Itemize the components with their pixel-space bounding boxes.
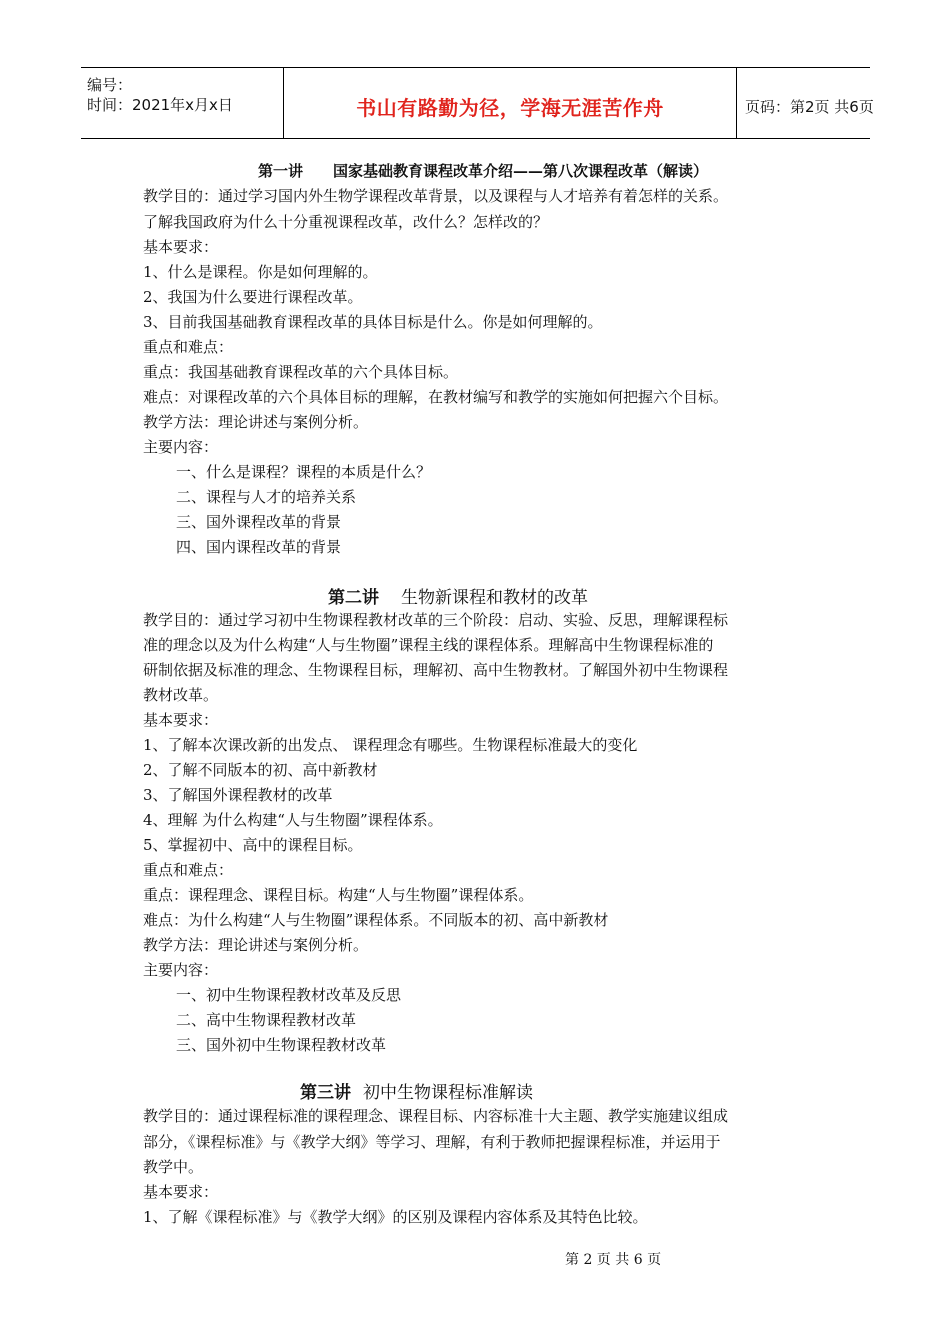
lecture3-line: 教学目的：通过课程标准的课程理念、课程目标、内容标准十大主题、教学实施建议组成 (143, 1107, 729, 1125)
lecture2-content-item: 一、初中生物课程教材改革及反思 (176, 986, 402, 1004)
lecture1-content-item: 三、国外课程改革的背景 (176, 513, 342, 531)
lecture2-line: 教学方法：理论讲述与案例分析。 (143, 936, 369, 954)
lecture1-title (258, 160, 708, 181)
header-info-cell (81, 68, 283, 138)
header-table (81, 67, 874, 139)
lecture1-line: 教学方法：理论讲述与案例分析。 (143, 413, 369, 431)
lecture3-line: 基本要求： (143, 1183, 219, 1201)
lecture2-line: 3、了解国外课程教材的改革 (143, 786, 333, 804)
header-page-cell (736, 68, 874, 138)
lecture2-number: 第二讲 (328, 588, 379, 608)
lecture2-content-item: 三、国外初中生物课程教材改革 (176, 1036, 387, 1054)
lecture1-line: 难点：对课程改革的六个具体目标的理解，在教材编写和教学的实施如何把握六个目标。 (143, 388, 729, 406)
lecture3-line: 部分，《课程标准》与《教学大纲》等学习、理解，有利于教师把握课程标准，并运用于 (143, 1133, 721, 1151)
lecture1-content-item: 四、国内课程改革的背景 (176, 538, 342, 556)
lecture2-line: 4、理解 为什么构建“人与生物圈”课程体系。 (143, 811, 443, 829)
lecture1-content-item: 二、课程与人才的培养关系 (176, 488, 357, 506)
header-motto-cell (283, 68, 737, 138)
lecture2-line: 研制依据及标准的理念、生物课程目标，理解初、高中生物教材。了解国外初中生物课程 (143, 661, 729, 679)
lecture1-line: 基本要求： (143, 238, 219, 256)
lecture2-title (328, 583, 588, 608)
lecture2-line: 重点和难点： (143, 861, 234, 879)
lecture1-line: 了解我国政府为什么十分重视课程改革，改什么？怎样改的？ (143, 213, 549, 231)
lecture1-line: 重点和难点： (143, 338, 234, 356)
lecture1-number: 第一讲 (258, 162, 304, 180)
lecture3-title (300, 1078, 533, 1103)
lecture3-heading: 初中生物课程标准解读 (363, 1083, 533, 1103)
page-footer: 第 2 页 共 6 页 (565, 1252, 662, 1268)
lecture2-heading: 生物新课程和教材的改革 (401, 588, 588, 608)
lecture2-line: 主要内容： (143, 961, 219, 979)
lecture3-line: 教学中。 (143, 1158, 204, 1176)
lecture1-line: 2、我国为什么要进行课程改革。 (143, 288, 363, 306)
lecture2-content-item: 二、高中生物课程教材改革 (176, 1011, 357, 1029)
lecture2-line: 教学目的：通过学习初中生物课程教材改革的三个阶段：启动、实验、反思，理解课程标 (143, 611, 729, 629)
lecture1-line: 1、什么是课程。你是如何理解的。 (143, 263, 378, 281)
lecture2-line: 重点：课程理念、课程目标。构建“人与生物圈”课程体系。 (143, 886, 534, 904)
lecture2-line: 5、掌握初中、高中的课程目标。 (143, 836, 363, 854)
lecture2-line: 1、了解本次课改新的出发点、 课程理念有哪些。生物课程标准最大的变化 (143, 736, 638, 754)
lecture2-line: 2、了解不同版本的初、高中新教材 (143, 761, 378, 779)
lecture2-line: 教材改革。 (143, 686, 219, 704)
document-date-label: 时间：2021年x月x日 (87, 96, 233, 114)
header-motto: 书山有路勤为径，学海无涯苦作舟 (356, 96, 664, 120)
lecture1-heading: 国家基础教育课程改革介绍——第八次课程改革（解读） (333, 162, 709, 180)
lecture1-line: 主要内容： (143, 438, 219, 456)
lecture2-line: 准的理念以及为什么构建“人与生物圈”课程主线的课程体系。理解高中生物课程标准的 (143, 636, 714, 654)
lecture3-number: 第三讲 (300, 1083, 351, 1103)
lecture1-line: 教学目的：通过学习国内外生物学课程改革背景，以及课程与人才培养有着怎样的关系。 (143, 187, 729, 205)
lecture2-line: 难点：为什么构建“人与生物圈”课程体系。不同版本的初、高中新教材 (143, 911, 609, 929)
lecture1-content-item: 一、什么是课程？课程的本质是什么？ (176, 463, 432, 481)
document-number-label: 编号： (87, 76, 133, 94)
lecture2-line: 基本要求： (143, 711, 219, 729)
header-page-label: 页码：第2页 共6页 (745, 98, 874, 116)
lecture1-line: 重点：我国基础教育课程改革的六个具体目标。 (143, 363, 459, 381)
lecture1-line: 3、目前我国基础教育课程改革的具体目标是什么。你是如何理解的。 (143, 313, 603, 331)
lecture3-line: 1、了解《课程标准》与《教学大纲》的区别及课程内容体系及其特色比较。 (143, 1208, 648, 1226)
